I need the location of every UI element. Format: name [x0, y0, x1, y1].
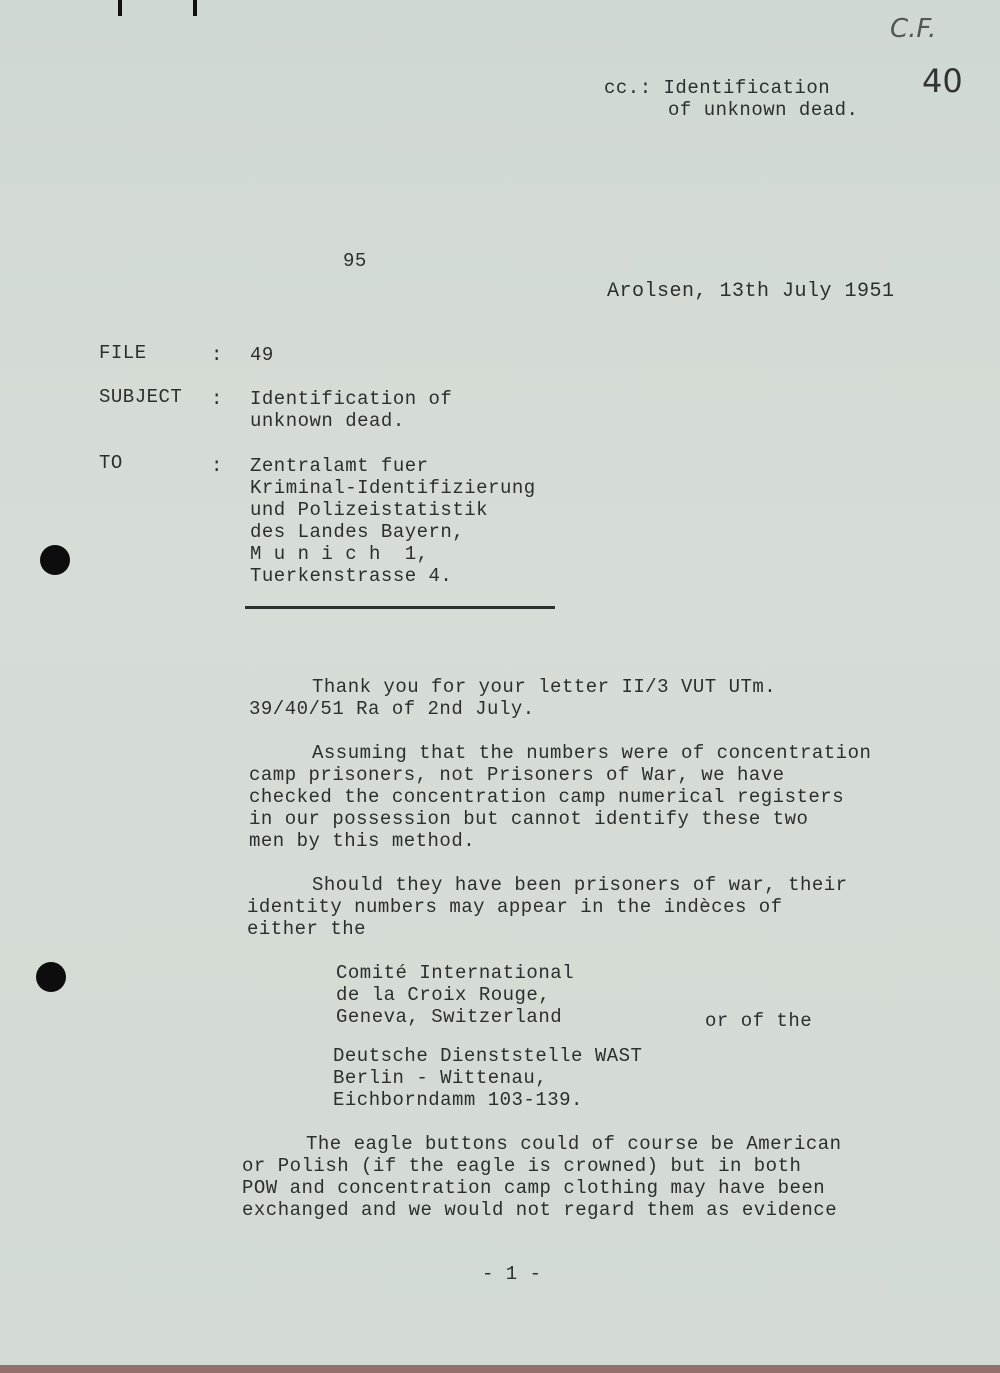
address-2-line: Eichborndamm 103-139.: [333, 1089, 583, 1111]
paragraph-4-line: or Polish (if the eagle is crowned) but in both: [242, 1155, 802, 1177]
paragraph-3-line: either the: [247, 918, 367, 940]
paragraph-3-line: identity numbers may appear in the indèces of: [247, 896, 783, 918]
top-punch-mark: [193, 0, 197, 16]
paragraph-2-line: checked the concentration camp numerical registers: [249, 786, 845, 808]
top-punch-mark: [118, 0, 122, 16]
to-line: Zentralamt fuer: [250, 455, 429, 477]
cc-line-1: cc.: Identification: [604, 77, 831, 99]
paragraph-2-line: Assuming that the numbers were of concentration: [312, 742, 872, 764]
or-of-the: or of the: [705, 1010, 813, 1032]
paragraph-4-line: POW and concentration camp clothing may have been: [242, 1177, 826, 1199]
paragraph-4-line: exchanged and we would not regard them as evidence: [242, 1199, 838, 1221]
cc-line-2: of unknown dead.: [668, 99, 859, 121]
to-line: des Landes Bayern,: [250, 521, 465, 543]
paragraph-2-line: in our possession but cannot identify these two: [249, 808, 809, 830]
file-separator: :: [211, 344, 223, 366]
address-1-line: Geneva, Switzerland: [336, 1006, 563, 1028]
place-date: Arolsen, 13th July 1951: [607, 280, 895, 303]
file-label: FILE: [99, 342, 147, 364]
paragraph-3-line: Should they have been prisoners of war, their: [312, 874, 848, 896]
punch-hole: [36, 962, 66, 992]
handwritten-initials: C.F.: [890, 14, 937, 44]
address-1-line: de la Croix Rouge,: [336, 984, 551, 1006]
address-2-line: Deutsche Dienststelle WAST: [333, 1045, 643, 1067]
page-stamp-number: 40: [922, 62, 963, 100]
subject-line: Identification of: [250, 388, 453, 410]
paragraph-2-line: men by this method.: [249, 830, 476, 852]
to-line: Kriminal-Identifizierung: [250, 477, 536, 499]
subject-separator: :: [211, 388, 223, 410]
subject-line: unknown dead.: [250, 410, 405, 432]
to-line: und Polizeistatistik: [250, 499, 489, 521]
paragraph-1-line: Thank you for your letter II/3 VUT UTm.: [312, 676, 777, 698]
to-line: M u n i c h 1,: [250, 543, 429, 565]
page-footer-number: - 1 -: [482, 1263, 542, 1285]
to-separator: :: [211, 455, 223, 477]
address-underline: [245, 606, 555, 609]
punch-hole: [40, 545, 70, 575]
scan-edge: [0, 1365, 1000, 1373]
to-line: Tuerkenstrasse 4.: [250, 565, 453, 587]
paragraph-4-line: The eagle buttons could of course be American: [306, 1133, 842, 1155]
address-1-line: Comité International: [336, 962, 575, 984]
subject-label: SUBJECT: [99, 386, 183, 408]
address-2-line: Berlin - Wittenau,: [333, 1067, 548, 1089]
to-label: TO: [99, 452, 123, 474]
paragraph-1-line: 39/40/51 Ra of 2nd July.: [249, 698, 535, 720]
file-value: 49: [250, 344, 274, 366]
paragraph-2-line: camp prisoners, not Prisoners of War, we have: [249, 764, 785, 786]
reference-number: 95: [343, 250, 367, 272]
